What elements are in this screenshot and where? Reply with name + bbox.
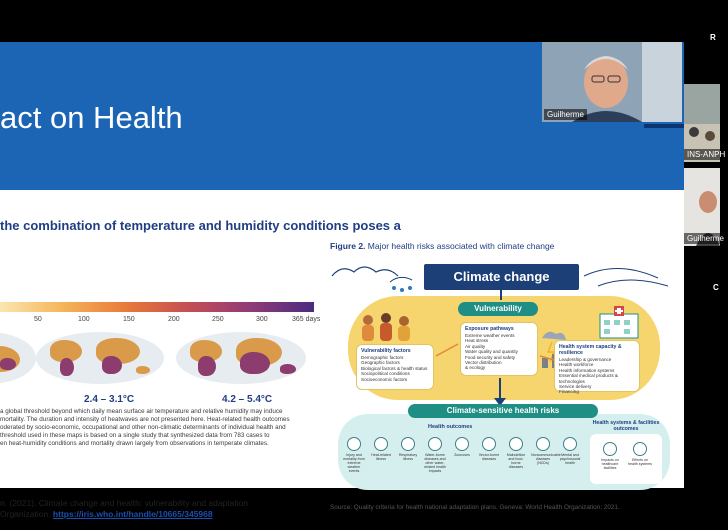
card-item: Air quality [465,343,486,349]
lungs-icon [401,437,415,451]
days-color-scale [0,302,314,312]
paragraph-line: threshold used in these maps is based on a single study that synthesized data from 783 cases to [0,432,270,439]
water-drop-icon [428,437,442,451]
outcome-item [504,437,528,469]
world-map [0,332,36,384]
scale-tick: 150 [123,316,135,323]
card-item: Demographic factors [361,355,404,360]
paragraph-line: en heat-humidity conditions and mortality drawn largely from observations in temperate climates. [0,440,269,447]
head-icon [563,437,577,451]
outcome-label: Water-borne diseases and other water-related health impacts [424,453,446,474]
banner-accent-bar [644,124,684,128]
left-paragraph [0,408,318,448]
mosquito-icon [482,437,496,451]
left-heading: the combination of temperature and humidity conditions poses a [0,218,401,233]
edge-label-top: R [710,33,716,42]
food-icon [509,437,523,451]
outcome-item [450,437,474,457]
card-item: Health workforce [559,362,594,368]
reference-line [0,509,248,520]
outcome-label: Injury and mortality from extreme weather events [343,453,365,474]
participant-name-label: Guilherme [684,233,727,244]
card-item: Financing [559,389,579,395]
scale-tick: 100 [78,316,90,323]
system-item [598,442,622,470]
card-title: Vulnerability factors [361,348,411,354]
participant-tile[interactable] [684,84,726,162]
slide-title: act on Health [0,100,183,135]
system-item [628,442,652,466]
scale-tick: 50 [34,316,42,323]
outcome-item [396,437,420,461]
card-item: Vector distribution [465,360,502,366]
edge-label-right: C [713,283,719,292]
figure-number: Figure 2. [330,241,366,251]
outcome-item [531,437,561,466]
world-map [36,332,164,384]
speaker-video-tile[interactable] [542,42,682,122]
card-item: Sociopolitical conditions [361,371,410,377]
outcome-item [558,437,582,465]
scale-tick: 300 [256,316,268,323]
reference-line: n. (2021). Climate change and health: vulnerability and adaptation [0,498,249,508]
outcome-item [477,437,501,461]
facility-icon [603,442,617,456]
climate-health-figure [328,256,680,501]
injury-icon [347,437,361,451]
map-label: 4.2 – 5.4°C [222,394,273,405]
reference-prefix: Organization. [0,509,53,519]
outcome-label: Respiratory illness [398,453,418,462]
outcome-label: Mental and psychosocial health [559,453,581,466]
climate-change-box: Climate change [424,264,579,290]
card-item: Water quality and quantity [465,349,518,355]
heart-icon [536,437,550,451]
scale-tick: 250 [212,316,224,323]
system-label: Effects on health systems [628,458,652,467]
card-item: Geographic factors [361,360,400,366]
system-icon [633,442,647,456]
card-item: Extreme weather events [465,333,515,338]
card-item: Leadership & governance [559,357,612,362]
card-item: & ecology [465,365,486,371]
figure-caption: Major health risks associated with climate change [365,241,555,251]
participant-tile[interactable] [684,168,724,246]
card-item: Health information systems [559,367,615,373]
paragraph-line: mortality. The duration and intensity of heatwaves are not presented here. Heat-related health outcomes [0,416,290,423]
outcome-item [423,437,447,473]
scale-tick-labels [0,316,330,328]
outcome-label: Heat-related illness [371,453,391,462]
figure-title [330,241,554,251]
climate-sensitive-risks-label: Climate-sensitive health risks [408,404,598,418]
card-item: Food security and safety [465,354,516,360]
speaker-name-label: Guilherme [544,109,587,120]
vulnerability-label: Vulnerability [458,302,538,316]
outcome-item [342,437,366,473]
paragraph-line: a global threshold beyond which daily mean surface air temperature and relative humidity may induce [0,408,283,415]
outcome-label: Vector-borne diseases [478,453,500,462]
reference [0,498,248,520]
flow-arrows [328,256,680,416]
card-title: Exposure pathways [465,326,514,332]
map-label: 2.4 – 3.1°C [84,394,135,405]
reference-suffix: . [212,509,215,519]
system-label: Impacts on healthcare facilities [601,458,619,471]
world-map [176,332,306,384]
card-item: Biological factors & health status [361,365,428,371]
heat-icon [374,437,388,451]
card-item: Service delivery [559,384,592,390]
animal-icon [455,437,469,451]
health-outcomes-title: Health outcomes [428,424,473,430]
outcome-item [369,437,393,461]
outcome-label: Malnutrition and food-borne diseases [506,453,526,470]
figure-source: Source: Quality criteria for health national adaptation plans. Geneva: World Health Organization; 2021. [330,504,620,511]
world-maps [0,332,324,384]
health-systems-title: Health systems & facilities outcomes [592,420,660,433]
participant-name-label: INS-ANPH [684,149,728,160]
card-item: Essential medical products & technologies [559,373,618,384]
paragraph-line: oderated by socio-economic, occupational and other non-climatic determinants of individual health and [0,424,286,431]
scale-tick: 200 [168,316,180,323]
card-item: Socioeconomic factors [361,376,408,382]
reference-link[interactable]: https://iris.who.int/handle/10665/345968 [52,509,213,519]
outcome-label: Noncommunicable diseases (NCDs) [531,453,561,466]
scale-tick: 365 days [292,316,321,323]
card-item: Heat stress [465,338,489,344]
outcome-label: Zoonoses [454,453,470,457]
card-title: Health system capacity & resilience [559,344,622,356]
